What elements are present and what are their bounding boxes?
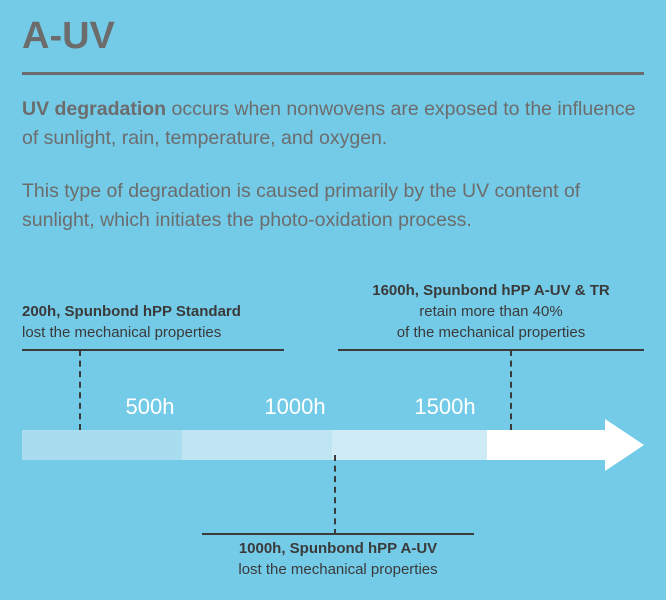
callout-1600h-line1: 1600h, Spunbond hPP A-UV & TR: [372, 282, 610, 299]
callout-1000h-leader-line: [334, 455, 336, 535]
callout-1600h-leader-line: [510, 350, 512, 430]
callout-200h-line2: lost the mechanical properties: [22, 324, 222, 341]
paragraph-1-rest: occurs when nonwovens are exposed to the influence of sunlight, rain, temperature, and oxygen.: [22, 98, 636, 149]
timeline-segment-1: [22, 430, 182, 460]
callout-200h: [22, 301, 292, 343]
callout-200h-line1: 200h, Spunbond hPP Standard: [22, 303, 241, 320]
callout-1000h-underline: [202, 533, 474, 535]
tick-label-1500h: 1500h: [414, 394, 476, 419]
timeline-segment-2: [182, 430, 332, 460]
page-title: A-UV: [22, 15, 115, 57]
paragraph-1: [22, 95, 652, 153]
callout-1000h: [180, 538, 496, 580]
timeline-segment-3: [332, 430, 487, 460]
callout-1000h-line1: 1000h, Spunbond hPP A-UV: [238, 540, 438, 557]
callout-1600h-line2: retain more than 40%: [419, 303, 563, 320]
timeline-arrow-bar: [22, 420, 644, 470]
callout-200h-underline: [22, 349, 284, 351]
callout-200h-leader-line: [79, 350, 81, 430]
timeline-arrow-head-icon: [605, 419, 644, 471]
timeline-arrow-tail: [487, 430, 605, 460]
paragraph-2: This type of degradation is caused primarily by the UV content of sunlight, which initiates the photo-oxidation process.: [22, 180, 581, 231]
callout-1600h-line3: of the mechanical properties: [396, 324, 586, 341]
callout-1600h-underline: [338, 349, 644, 351]
tick-label-1000h: 1000h: [264, 394, 326, 419]
timeline-diagram: [0, 265, 666, 600]
callout-1000h-line2: lost the mechanical properties: [238, 561, 438, 578]
callout-1600h: [338, 280, 644, 343]
title-divider: [22, 72, 644, 75]
tick-label-500h: 500h: [125, 394, 175, 419]
paragraph-1-bold-lead: UV degradation: [22, 98, 167, 120]
